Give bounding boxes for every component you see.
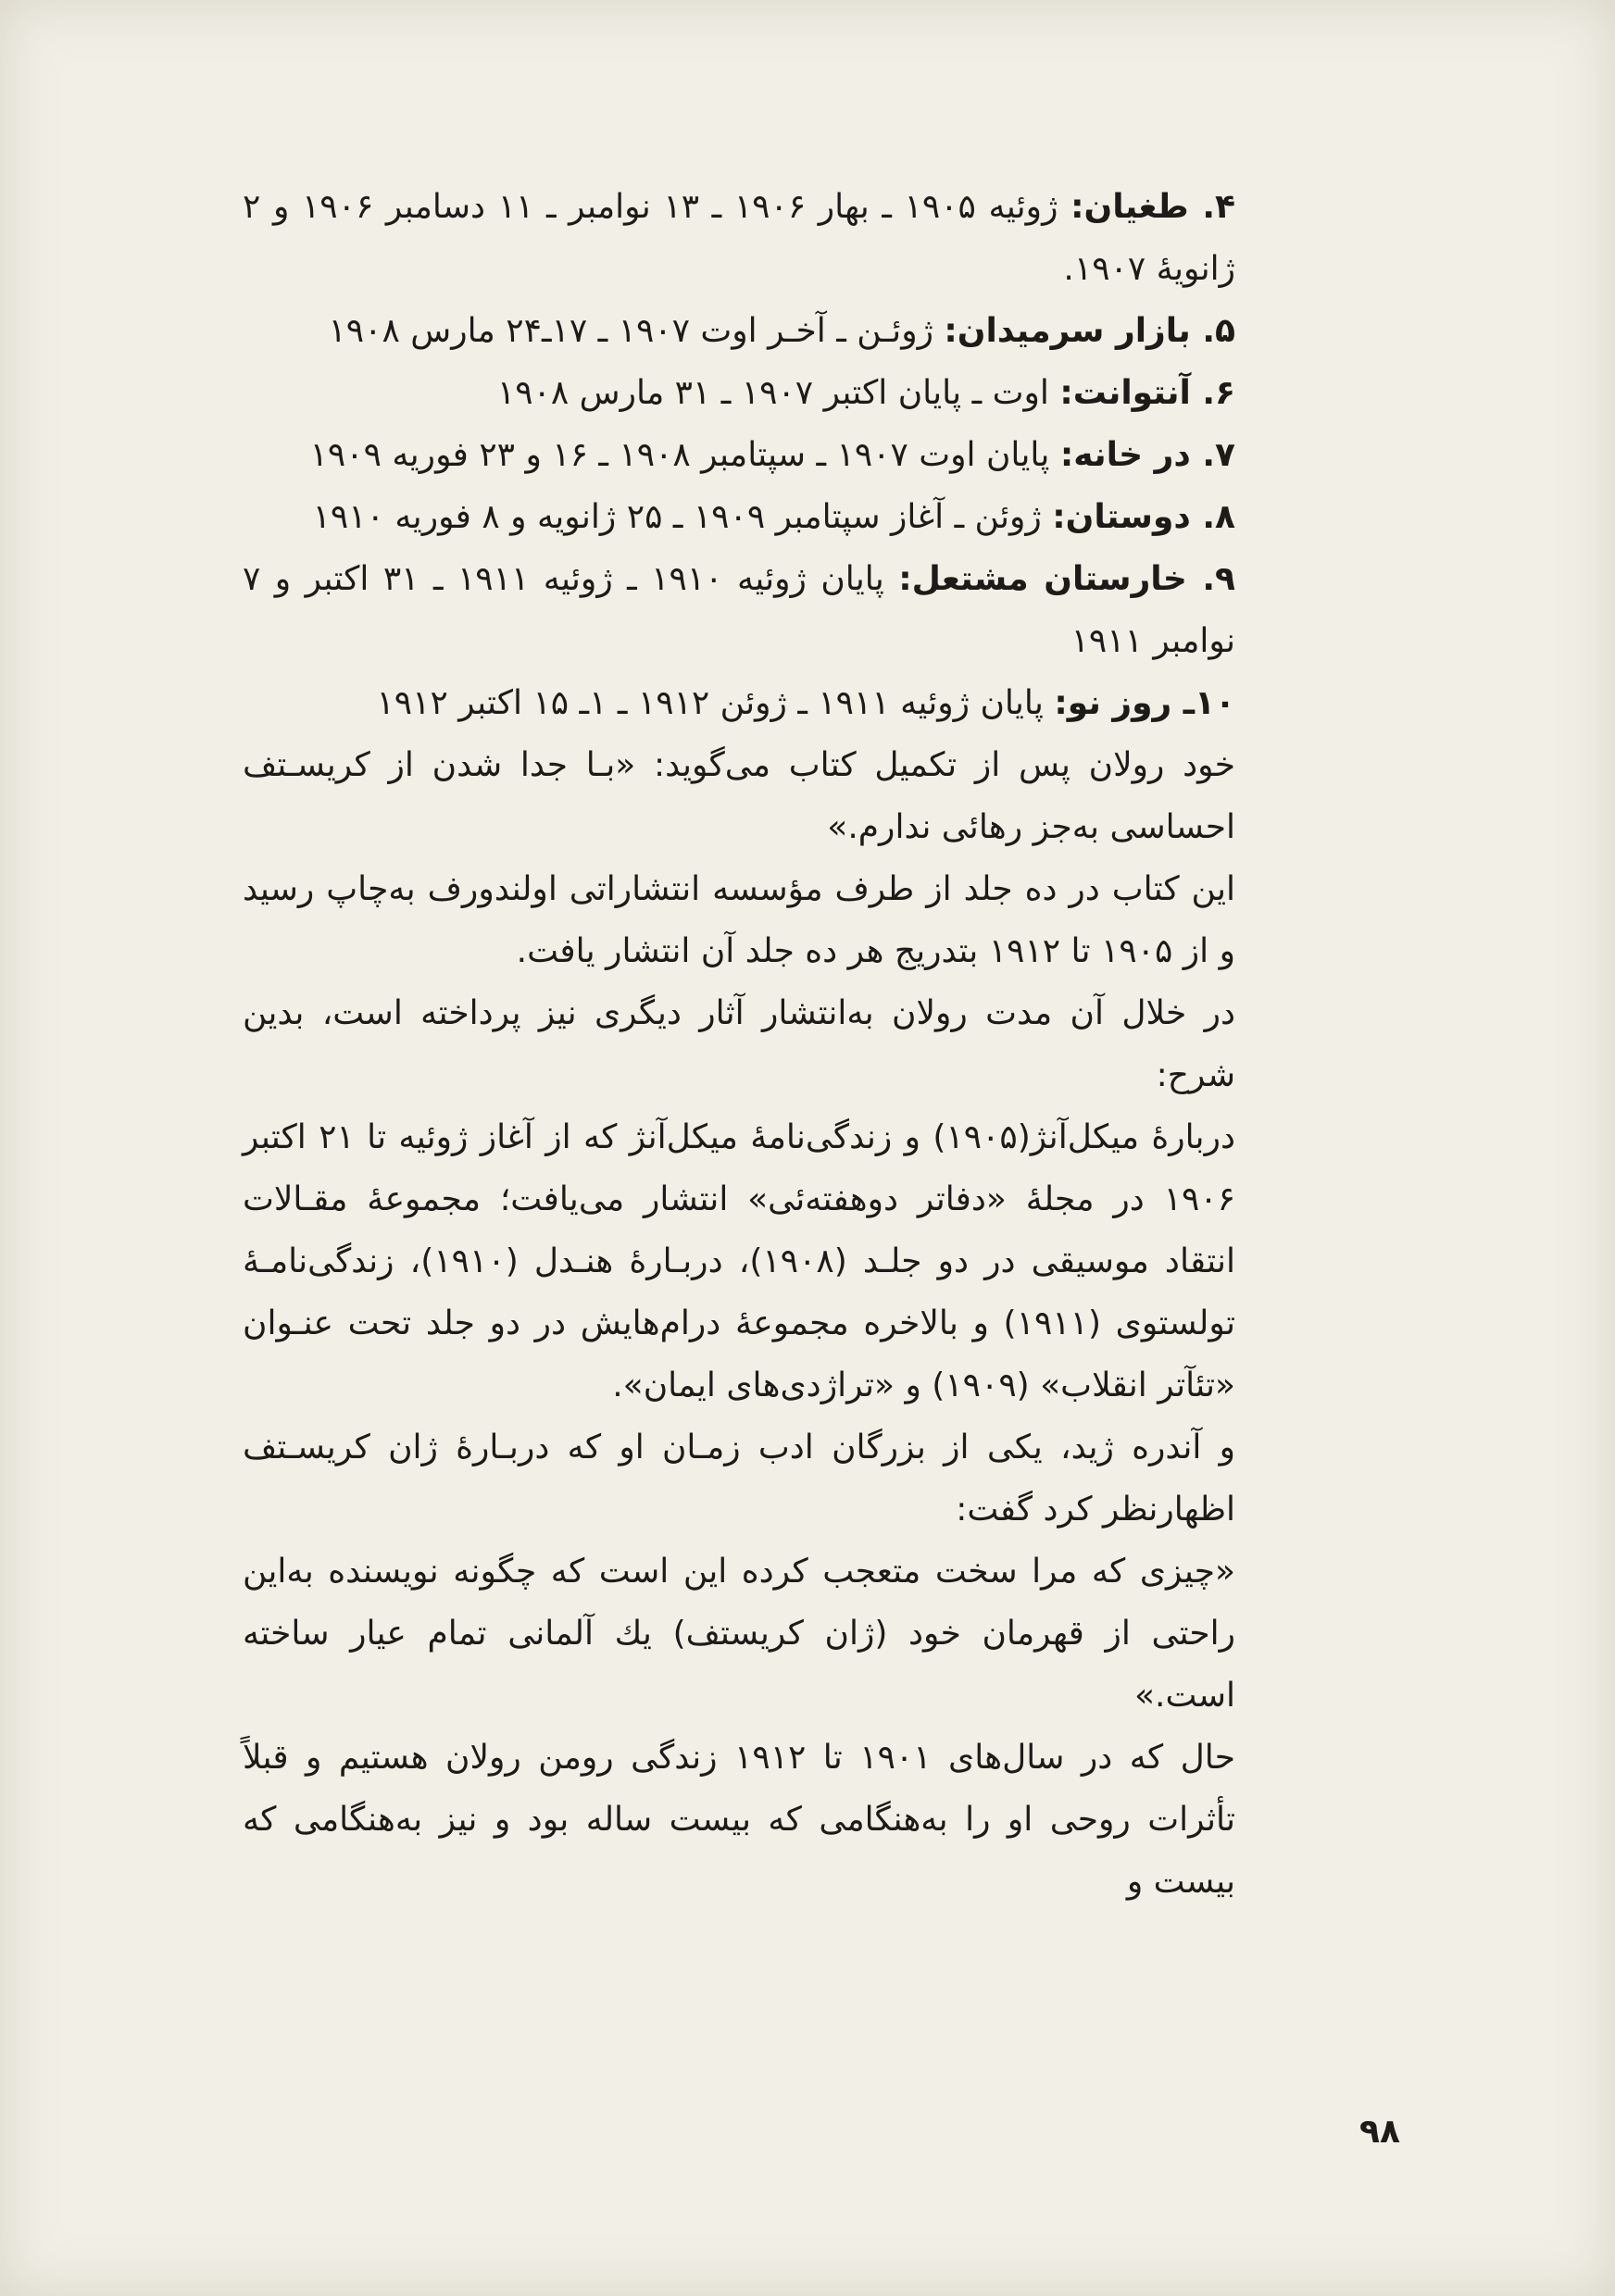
entry-dates: پایان اوت ۱۹۰۷ ـ سپتامبر ۱۹۰۸ ـ ۱۶ و ۲۳ فوریه ۱۹۰۹ [309,436,1060,474]
paragraph-gide-intro: و آندره ژید، یکی از بزرگان ادب زمـان او که دربـارهٔ ژان کریسـتف اظهارنظر کرد گفت: [243,1429,1235,1529]
page-body-text [243,176,1235,1913]
entry-dates: ژوئن ـ آغاز سپتامبر ۱۹۰۹ ـ ۲۵ ژانویه و ۸ فوریه ۱۹۱۰ [312,498,1053,536]
volume-entry-10 [243,672,1235,734]
paragraph-rolland-quote: خود رولان پس از تکمیل کتاب می‌گوید: «بـا جدا شدن از کریسـتف احساسی به‌جز رهائی ندارم.» [243,746,1235,846]
entry-title: ۸. دوستان: [1052,498,1235,536]
entry-dates: اوت ـ پایان اکتبر ۱۹۰۷ ـ ۳۱ مارس ۱۹۰۸ [496,374,1060,412]
entry-dates: ژوئیه ۱۹۰۵ ـ بهار ۱۹۰۶ ـ ۱۳ نوامبر ـ ۱۱ دسامبر ۱۹۰۶ و ۲ ژانویهٔ ۱۹۰۷. [243,188,1235,288]
volume-entry-4 [243,176,1235,300]
entry-dates: پایان ژوئیه ۱۹۱۱ ـ ژوئن ۱۹۱۲ ـ ۱ـ ۱۵ اکتبر ۱۹۱۲ [376,684,1055,722]
entry-title: ۴. طغیان: [1070,188,1236,226]
paragraph-other-works-list: دربارهٔ میکل‌آنژ(۱۹۰۵) و زندگی‌نامهٔ میکل‌آنژ که از آغاز ژوئیه تا ۲۱ اکتبر ۱۹۰۶ در مجلهٔ «دفاتر دوهفته‌ئی» انتشار می‌یافت؛ مجموعهٔ مقـالات انتقاد موسیقی در دو جلـد (۱۹۰۸)، دربـارهٔ هنـدل (۱۹۱۰)، زندگی‌نامـهٔ تولستوی (۱۹۱۱) و بالاخره مجموعهٔ درام‌هایش در دو جلد تحت عنـوان «تئآتر انقلاب» (۱۹۰۹) و «تراژدی‌های ایمان». [243,1118,1236,1404]
entry-title: ۵. بازار سرمیدان: [944,312,1235,350]
volume-entry-7 [243,424,1235,486]
volume-entry-8 [243,486,1235,548]
volume-entry-9 [243,548,1235,672]
paragraph-publication: این کتاب در ده جلد از طرف مؤسسه انتشاراتی اولندورف به‌چاپ رسید و از ۱۹۰۵ تا ۱۹۱۲ بتدریج هر ده جلد آن انتشار یافت. [243,870,1235,970]
paragraph-other-works-intro: در خلال آن مدت رولان به‌انتشار آثار دیگری نیز پرداخته است، بدین شرح: [243,994,1235,1094]
volume-entry-6 [243,362,1235,424]
paragraph-continuation: حال که در سال‌های ۱۹۰۱ تا ۱۹۱۲ زندگی رومن رولان هستیم و قبلاً تأثرات روحی او را به‌هنگامی که بیست ساله بود و نیز به‌هنگامی که بیست و [243,1739,1235,1901]
entry-dates: ژوئـن ـ آخـر اوت ۱۹۰۷ ـ ۱۷ـ۲۴ مارس ۱۹۰۸ [328,312,945,350]
entry-dates: پایان ژوئیه ۱۹۱۰ ـ ژوئیه ۱۹۱۱ ـ ۳۱ اکتبر و ۷ نوامبر ۱۹۱۱ [243,560,1235,660]
volume-entry-5 [243,300,1235,362]
entry-title: ۶. آنتوانت: [1059,374,1235,412]
paragraph-gide-quote: «چیزی که مرا سخت متعجب کرده این است که چگونه نویسنده به‌این راحتی از قهرمان خود (ژان کریستف) یك آلمانی تمام عیار ساخته است.» [243,1553,1235,1715]
entry-title: ۷. در خانه: [1059,436,1235,474]
entry-title: ۹. خارستان مشتعل: [898,560,1235,598]
entry-title: ۱۰ـ روز نو: [1054,684,1235,722]
page-number: ۹۸ [1359,2113,1400,2151]
